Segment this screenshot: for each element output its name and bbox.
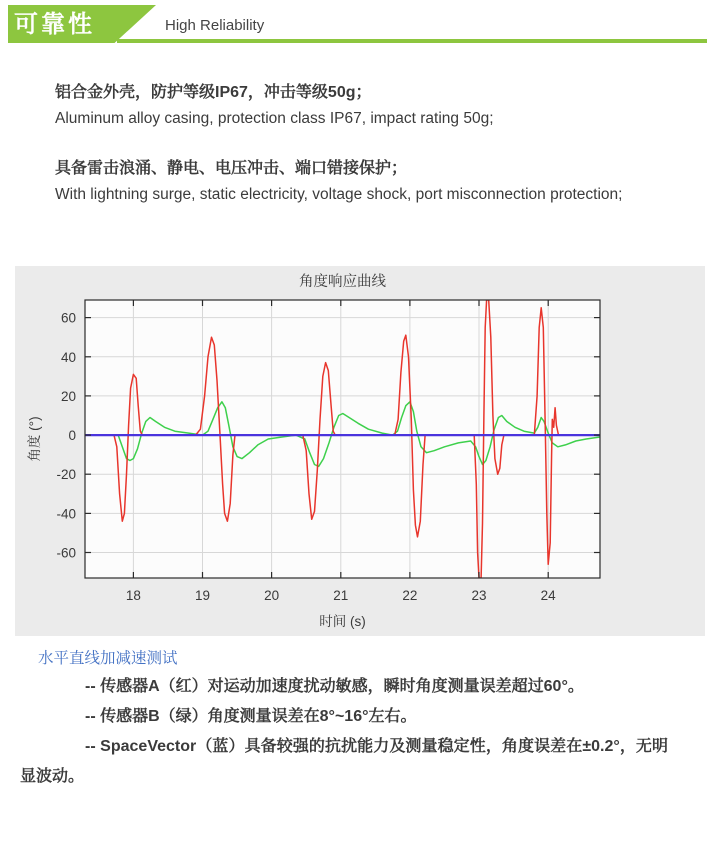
svg-text:20: 20 [264,588,280,603]
analysis-bullet-spacevector: -- SpaceVector（蓝）具备较强的抗扰能力及测量稳定性，角度误差在±0.2°，无明显波动。 [20,738,668,785]
analysis-bullet-sensor-b: -- 传感器B（绿）角度测量误差在8°~16°左右。 [85,708,417,725]
angle-response-chart [15,266,705,636]
paragraph-protection-cn: 具备雷击浪涌、静电、电压冲击、端口错接保护； [55,160,408,177]
paragraph-casing-cn: 铝合金外壳，防护等级IP67，冲击等级50g； [55,84,372,101]
analysis-heading: 水平直线加减速测试 [38,650,178,667]
svg-text:角度响应曲线: 角度响应曲线 [299,274,386,290]
svg-text:20: 20 [60,388,76,404]
svg-text:19: 19 [194,588,211,603]
svg-text:21: 21 [333,588,349,603]
paragraph-casing [20,80,668,132]
svg-text:角度 (°): 角度 (°) [27,416,42,462]
paragraph-protection [20,156,668,208]
paragraph-casing-en: Aluminum alloy casing, protection class IP67, impact rating 50g; [55,110,494,127]
svg-text:18: 18 [125,588,141,603]
svg-text:-40: -40 [56,506,76,522]
spec-paragraphs [20,80,668,208]
section-title-en: High Reliability [165,17,265,34]
svg-text:时间 (s): 时间 (s) [319,614,366,629]
paragraph-protection-en: With lightning surge, static electricity, voltage shock, port misconnection protection; [55,186,623,203]
analysis-bullet-sensor-a: -- 传感器A（红）对运动加速度扰动敏感，瞬时角度测量误差超过60°。 [85,678,584,695]
svg-text:0: 0 [68,428,76,444]
svg-text:-20: -20 [56,467,76,483]
svg-text:-60: -60 [56,545,76,561]
angle-response-figure [15,266,705,636]
svg-text:60: 60 [60,310,76,326]
svg-text:24: 24 [540,588,556,603]
svg-text:23: 23 [471,588,487,603]
section-title-cn: 可靠性 [14,11,95,38]
header-accent-rule [117,39,707,43]
svg-text:22: 22 [402,588,418,603]
svg-text:40: 40 [60,349,76,365]
section-header [0,0,713,58]
analysis-section [20,646,668,792]
